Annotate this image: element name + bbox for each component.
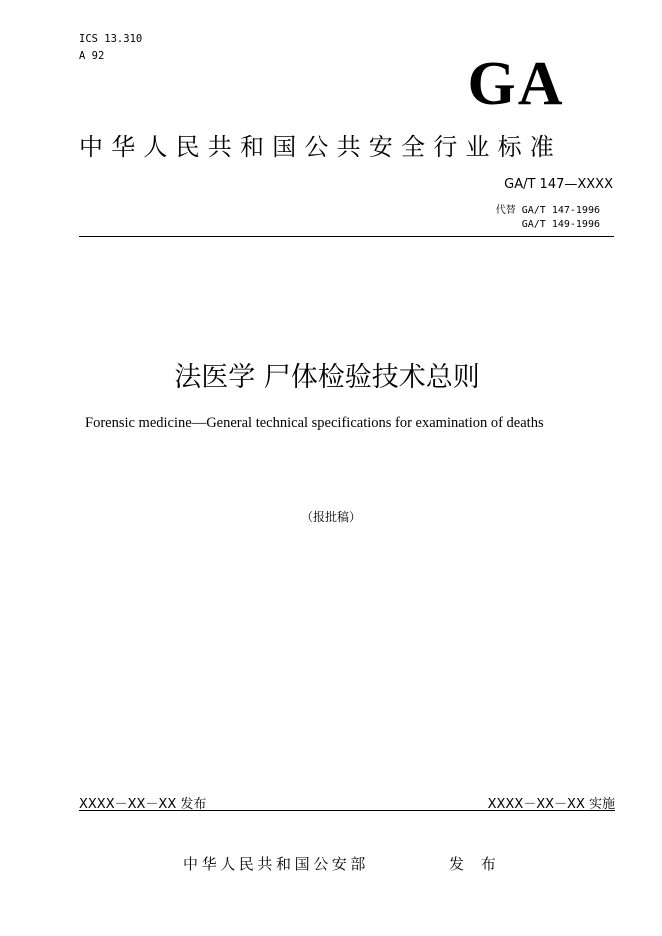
replaces-line-2: GA/T 149-1996: [521, 219, 600, 230]
replaces-line-1: 代替 GA/T 147-1996: [495, 205, 600, 216]
implementation-date: XXXX－XX－XX 实施: [487, 797, 615, 812]
standard-category-title: 中华人民共和国公共安全行业标准: [79, 133, 562, 161]
issue-label: 发 布: [449, 855, 502, 873]
standard-number: GA/T 147—XXXX: [504, 177, 613, 192]
classification-code: A 92: [79, 50, 105, 62]
ga-logo: [446, 44, 586, 112]
draft-status: （报批稿）: [300, 510, 361, 524]
ga-logo-text: GA: [467, 50, 565, 112]
document-title-chinese: 法医学 尸体检验技术总则: [174, 362, 480, 393]
header-divider: [79, 236, 614, 237]
footer-divider: [79, 810, 615, 811]
ics-code: ICS 13.310: [79, 33, 143, 45]
document-title-english: Forensic medicine—General technical specifications for examination of deaths: [85, 415, 544, 431]
issue-date: XXXX－XX－XX 发布: [79, 797, 207, 812]
issuing-authority: 中华人民共和国公安部: [183, 855, 370, 873]
